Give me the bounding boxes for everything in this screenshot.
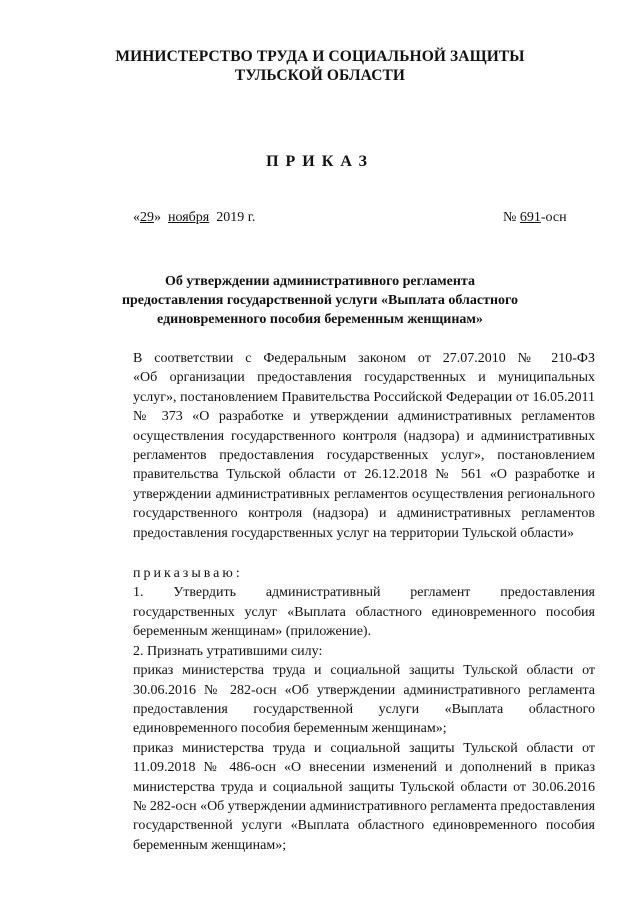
text-line: предоставления государственной услуги «Выплата областного [133, 701, 595, 717]
document-title [0, 272, 640, 329]
paragraph-gap [97, 543, 595, 564]
item-2-heading: 2. Признать утратившими силу: [133, 643, 323, 659]
text-line: № 373 «О разработке и утверждении административных регламентов [133, 409, 595, 425]
text-line: № 282-осн «Об утверждении административного регламента предоставления [133, 798, 596, 814]
date-close-quote: » [154, 210, 161, 225]
text-line: беременным женщинам» (приложение). [133, 624, 372, 640]
number-suffix: -осн [540, 210, 567, 225]
document-type: ПРИКАЗ [266, 153, 374, 170]
text-line: 1. Утвердить административный регламент предоставления [133, 585, 595, 601]
title-line: единовременного пособия беременным женщинам» [157, 312, 483, 327]
text-line: министерства труда и социальной защиты Тульской области от 30.06.2016 [133, 779, 595, 795]
text-line: «Об организации предоставления государственных и муниципальных [133, 370, 595, 386]
text-line: регламентов предоставления государственных услуг», постановлением [133, 448, 595, 464]
text-line: единовременного пособия беременным женщинам»; [133, 721, 447, 737]
text-line: государственного контроля (надзора) и административных регламентов [133, 506, 595, 522]
date-open-quote: « [133, 210, 140, 225]
text-line: предоставления государственных услуг на территории Тульской области» [133, 525, 575, 541]
title-line: предоставления государственной услуги «Выплата областного [121, 293, 519, 308]
text-line: В соответствии с Федеральным законом от 27.07.2010 № 210-ФЗ [133, 351, 595, 366]
text-line: 11.09.2018 № 486-осн «О внесении изменений и дополнений в приказ [133, 760, 595, 776]
order-number [503, 210, 567, 226]
document-body [97, 349, 595, 855]
order-word: приказываю: [133, 566, 243, 582]
text-line: утверждении административных регламентов осуществления регионального [133, 486, 595, 502]
date-month: ноября [168, 210, 210, 225]
text-line: беременным женщинам»; [133, 837, 287, 853]
ministry-header [0, 47, 640, 85]
text-line: приказ министерства труда и социальной защиты Тульской области от [133, 663, 595, 679]
item-2b-paragraph [97, 739, 595, 855]
item-1-paragraph [97, 583, 595, 641]
text-line: государственных услуг «Выплата областного единовременного пособия [133, 604, 595, 620]
text-line: 30.06.2016 № 282-осн «Об утверждении административного регламента [133, 682, 595, 698]
order-date [133, 210, 255, 226]
item-2a-paragraph [97, 661, 595, 739]
order-word-paragraph [97, 564, 595, 583]
ministry-name-line-1: МИНИСТЕРСТВО ТРУДА И СОЦИАЛЬНОЙ ЗАЩИТЫ [115, 48, 525, 65]
title-line: Об утверждении административного регламента [165, 274, 475, 289]
text-line: осуществления государственного контроля (надзора) и административных [133, 428, 595, 444]
number-value: 691 [519, 210, 541, 225]
preamble-paragraph [97, 349, 595, 543]
number-sign: № [503, 210, 517, 225]
item-2-heading-paragraph [97, 642, 595, 661]
ministry-name-line-2: ТУЛЬСКОЙ ОБЛАСТИ [234, 67, 406, 84]
text-line: государственной услуги «Выплата областного единовременного пособия [133, 818, 595, 834]
date-day: 29 [140, 210, 154, 225]
text-line: правительства Тульской области от 26.12.2018 № 561 «О разработке и [133, 467, 595, 483]
text-line: приказ министерства труда и социальной защиты Тульской области от [133, 740, 595, 756]
text-line: услуг», постановлением Правительства Российской Федерации от 16.05.2011 [133, 389, 595, 405]
date-year: 2019 г. [216, 210, 256, 225]
